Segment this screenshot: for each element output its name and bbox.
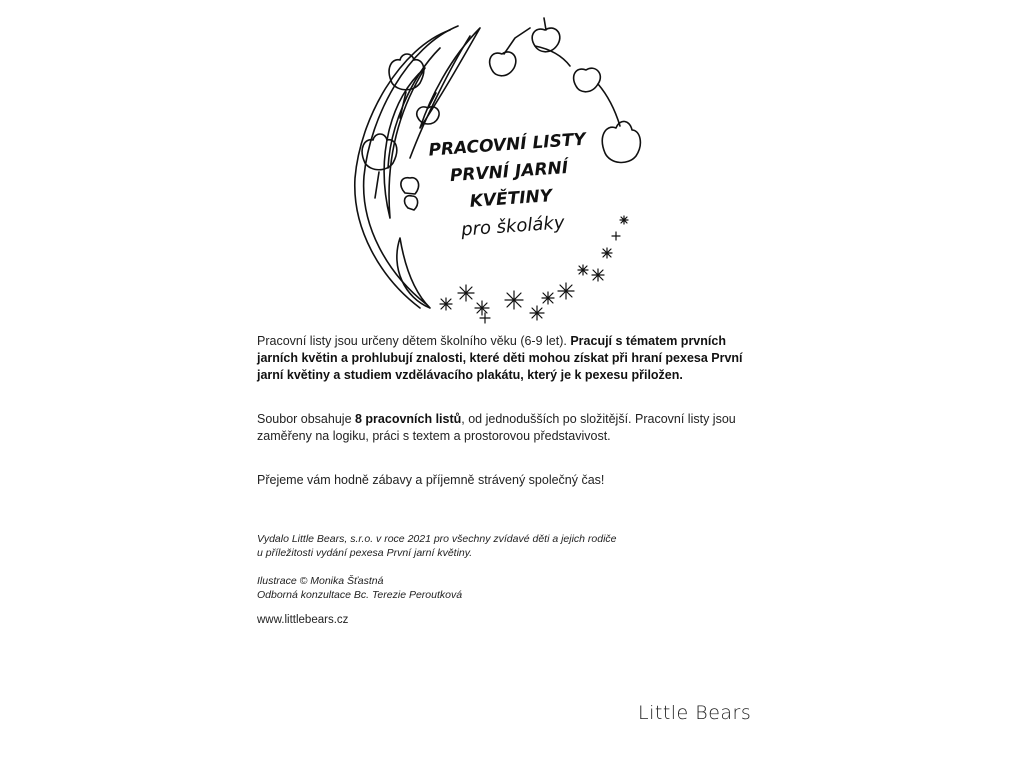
credits-line-3: Ilustrace © Monika Šťastná [257,575,384,587]
credits-block [257,532,767,602]
credits-line-1: Vydalo Little Bears, s.r.o. v roce 2021 pro všechny zvídavé děti a jejich rodiče [257,533,617,545]
intro-bold-text: Pracují s tématem prvních jarních květin a prohlubují znalosti, které děti mohou získat při hraní pexesa První jarní květiny a studiem vzdělávacího plakátu, který je k pexesu přiložen. [257,334,743,382]
snowdrop-icon [490,28,530,76]
contents-after: , od jednodušších po složitější. Pracovní listy jsou zaměřeny na logiku, práci s textem a prostorovou představivost. [257,412,736,443]
snowdrop-icon [535,46,600,92]
credits-line-2: u příležitosti vydání pexesa První jarní květiny. [257,547,473,559]
wish-text: Přejeme vám hodně zábavy a příjemně strávený společný čas! [257,473,605,487]
title-line-1: PRACOVNÍ LISTY [427,129,587,161]
logo-text-1: Little [638,702,696,724]
contents-bold: 8 pracovních listů [355,412,462,426]
contents-paragraph [257,411,767,445]
little-bears-logo [638,702,758,736]
website-link[interactable]: www.littlebears.cz [257,614,349,626]
credits-line-4: Odborná konzultace Bc. Terezie Peroutková [257,589,463,601]
title-line-4: pro školáky [460,212,566,241]
contents-before: Soubor obsahuje [257,412,355,426]
wish-paragraph [257,472,767,489]
worksheet-title [406,125,613,247]
title-line-2: PRVNÍ JARNÍ [449,157,569,187]
logo-text-2: Bears [695,702,752,724]
intro-paragraph [257,333,767,384]
intro-normal-text: Pracovní listy jsou určeny dětem školního věku (6-9 let). [257,334,571,348]
title-line-3: KVĚTINY [469,186,553,212]
